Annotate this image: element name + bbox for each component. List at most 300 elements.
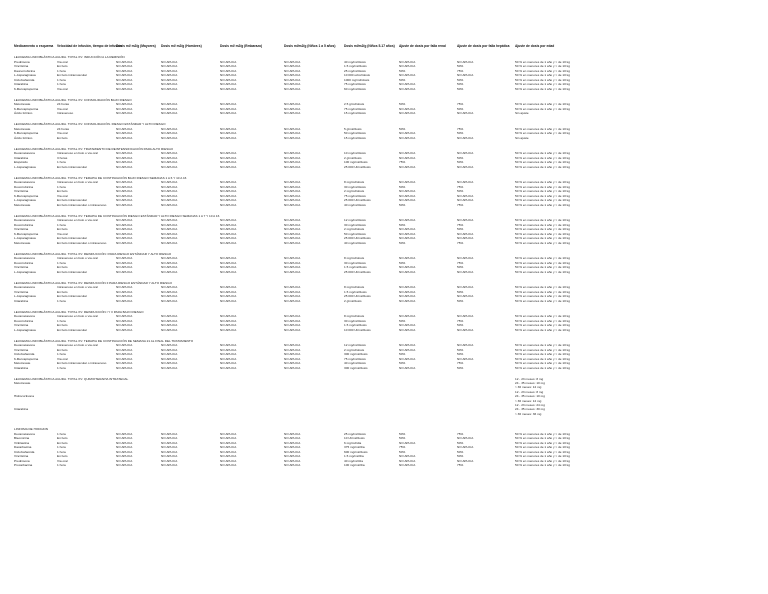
table-cell: NO APLICA [399,164,416,169]
table-cell: 50 mg/m2/dosis [344,231,366,236]
section-title: LEUCEMIA LINFOBLÁSTICA AGUDA. TOTAL XV: QUIMIOTERAPIA INTRATECAL [14,376,129,381]
section-title: LEUCEMIA LINFOBLÁSTICA AGUDA. TOTAL XV: CONSOLIDACIÓN. RIESGO ESTÁNDAR Y ALTO RIESGO [14,122,166,126]
table-cell: Sin ajuste [515,111,529,115]
table-cell: 25 mg/m2/dosis [344,431,366,436]
table-cell: NO APLICA [116,298,133,303]
table-cell: Bleomicina [14,436,30,441]
table-cell: 50% [399,222,406,227]
table-cell: NO APLICA [284,86,301,91]
table-cell: 50 % en menores de 1 año y > de 10 kg [515,327,570,332]
table-cell: NO APLICA [161,347,178,352]
table-cell: NO APLICA [220,227,237,231]
table-cell: En bolo [57,227,68,231]
table-cell: 2 g/m2/dosis [344,155,362,160]
table-cell: 50 % en menores de 1 año y > de 10 kg [515,155,570,160]
table-cell: NO APLICA [220,356,237,361]
table-cell: 1.5 mg/m2/dosis [344,64,367,68]
table-cell: NO APLICA [116,184,133,189]
table-cell: NO APLICA [220,458,237,463]
table-cell: NO APLICA [284,160,301,164]
table-cell: NO APLICA [116,343,133,347]
table-cell: 75% [457,202,464,207]
table-cell: NO APLICA [161,431,178,436]
table-cell: NO APLICA [116,318,133,323]
table-cell: NO APLICA [399,294,416,298]
table-cell: 50 % en menores de 1 año y > de 10 kg [515,102,570,106]
table-cell: 50 % en menores de 1 año y > de 10 kg [515,59,570,64]
table-cell: NO APLICA [284,164,301,169]
table-cell: 24 horas [57,102,70,106]
table-cell: NO APLICA [220,73,237,77]
table-cell: NO APLICA [116,102,133,106]
table-cell: En bolo [57,64,68,68]
table-cell: 50 % en menores de 1 año y > de 10 kg [515,184,570,189]
table-cell: NO APLICA [284,102,301,106]
table-cell: NO APLICA [116,463,133,468]
table-cell: NO APLICA [399,218,416,222]
table-cell: NO APLICA [284,111,301,115]
table-cell: 50 % en menores de 1 año y > de 10 kg [515,218,570,222]
table-cell: 50% [457,64,464,68]
table-cell: NO APLICA [284,68,301,73]
table-cell: NO APLICA [161,352,178,356]
table-cell: Hidrocortisona [14,394,34,399]
table-cell: NO APLICA [161,64,178,68]
table-cell: NO APLICA [457,445,474,450]
table-cell: Dacarbacina [14,445,32,450]
table-cell: Vinblastina [14,440,30,445]
table-cell: NO APLICA [116,440,133,445]
table-cell: NO APLICA [161,269,178,274]
table-cell: NO APLICA [116,356,133,361]
table-cell: 25 mg/m2/dosis [344,68,366,73]
table-cell: NO APLICA [284,131,301,135]
table-cell: NO APLICA [284,193,301,198]
table-cell: NO APLICA [220,240,237,245]
table-cell: 75% [399,445,406,450]
table-cell: 50% [457,155,464,160]
table-cell: NO APLICA [116,160,133,164]
table-cell: NO APLICA [399,463,416,468]
table-cell: Intravenoso en bolo o vía oral [57,218,98,222]
table-cell: NO APLICA [284,440,301,445]
table-cell: NO APLICA [284,135,301,140]
table-cell: NO APLICA [220,256,237,260]
table-cell: L-Asparaginasa [14,236,36,240]
table-cell: 50 % en menores de 1 año y > de 10 kg [515,347,570,352]
table-cell: NO APLICA [284,289,301,294]
table-cell: NO APLICA [116,126,133,131]
table-cell: 50% [399,352,406,356]
table-cell: 50 % en menores de 1 año y > de 10 kg [515,440,570,445]
dose-note-line: 24 - 35 meses: 30 mg [515,407,545,412]
table-cell: 300 mg/m2/dosis [344,365,368,370]
table-cell: Ciclofosfamida [14,352,35,356]
table-cell: NO APLICA [116,106,133,111]
table-cell: 12 mg/m2/dosis [344,343,366,347]
table-cell: 50 % en menores de 1 año y > de 10 kg [515,202,570,207]
table-cell: 50 % en menores de 1 año y > de 10 kg [515,180,570,184]
table-cell: NO APLICA [284,298,301,303]
table-cell: 2 mg/m2/dosis [344,227,365,231]
table-cell: 50% [399,260,406,265]
table-cell: 25 000 UI/m2/dosis [344,164,371,169]
table-cell: NO APLICA [161,131,178,135]
table-cell: NO APLICA [161,227,178,231]
table-cell: NO APLICA [161,198,178,202]
table-cell: 50% [457,227,464,231]
table-cell: 1 hora [57,77,66,82]
table-cell: NO APLICA [457,231,474,236]
table-cell: NO APLICA [399,155,416,160]
table-cell: NO APLICA [457,218,474,222]
table-cell: NO APLICA [284,256,301,260]
table-cell: NO APLICA [116,323,133,327]
table-cell: 75% [457,240,464,245]
table-cell: 50% [457,82,464,86]
table-cell: 50 % en menores de 1 año y > de 10 kg [515,231,570,236]
table-cell: NO APLICA [161,135,178,140]
table-cell: Metotrexate [14,202,31,207]
table-cell: NO APLICA [220,327,237,332]
section-title: LEUCEMIA LINFOBLÁSTICA AGUDA. TOTAL XV: TERAPIA DE CONTINUACIÓN DE SEMANA 21 AL FINAL DEL TRATAMIENTO [14,338,194,343]
table-cell: NO APLICA [457,327,474,332]
column-header: Ajuste de dosis por edad [515,44,555,48]
table-cell: 100 mg/m2/día [344,463,365,468]
table-cell: NO APLICA [161,189,178,193]
table-cell: Vía oral [57,59,68,64]
table-cell: NO APLICA [161,126,178,131]
table-cell: 1 hora [57,463,66,468]
table-cell: NO APLICA [116,314,133,318]
table-cell: NO APLICA [161,106,178,111]
table-cell: NO APLICA [284,347,301,352]
table-cell: NO APLICA [161,294,178,298]
table-cell: Metotrexate [14,126,31,131]
table-cell: NO APLICA [220,106,237,111]
table-cell: Vincristina [14,347,29,352]
table-cell: 2.5 g/m2/dosis [344,102,365,106]
table-cell: NO APLICA [220,189,237,193]
table-cell: NO APLICA [220,269,237,274]
table-cell: 50% [399,184,406,189]
table-cell: NO APLICA [161,202,178,207]
table-cell: L-Asparaginasa [14,294,36,298]
dose-note-line: 24 - 35 meses: 10 mg [515,381,545,385]
table-cell: NO APLICA [457,356,474,361]
table-cell: En bolo [57,454,68,459]
table-cell: NO APLICA [457,59,474,64]
table-cell: 1 hora [57,82,66,86]
table-cell: NO APLICA [116,193,133,198]
table-cell: NO APLICA [220,222,237,227]
table-cell: NO APLICA [399,327,416,332]
table-cell: NO APLICA [399,64,416,68]
table-cell: Intravenoso en bolo o vía oral [57,151,98,155]
table-cell: 50% [399,77,406,82]
table-cell: Dexametasona [14,256,35,260]
table-cell: 25 000 UI/m2/dosis [344,294,371,298]
table-cell: 6-Mercaptopurina [14,131,39,135]
table-cell: 50% [399,102,406,106]
table-cell: 40 mg/m2/día [344,458,363,463]
table-cell: NO APLICA [161,164,178,169]
table-cell: NO APLICA [161,59,178,64]
table-cell: 1 hora [57,260,66,265]
table-cell: NO APLICA [220,193,237,198]
dose-note-line: > 36 meses: 12 mg [515,385,542,390]
table-cell: NO APLICA [116,86,133,91]
table-cell: 50 % en menores de 1 año y > de 10 kg [515,449,570,454]
table-cell: NO APLICA [284,352,301,356]
table-cell: NO APLICA [220,347,237,352]
table-cell: 50 % en menores de 1 año y > de 10 kg [515,236,570,240]
table-cell: Citarabina [14,155,29,160]
table-cell: NO APLICA [116,269,133,274]
table-cell: NO APLICA [220,131,237,135]
table-cell: 1 hora [57,222,66,227]
table-cell: NO APLICA [284,180,301,184]
table-cell: 30 mg/m2/dosis [344,222,366,227]
table-row [14,328,754,333]
table-cell: NO APLICA [284,327,301,332]
dose-note-line: 12 - 23 meses: 8 mg [515,376,544,381]
table-cell: 50 % en menores de 1 año y > de 10 kg [515,82,570,86]
table-cell: 50 % en menores de 1 año y > de 10 kg [515,189,570,193]
table-cell: 50% [457,449,464,454]
table-cell: NO APLICA [116,260,133,265]
table-cell: Dexametasona [14,314,35,318]
table-cell: 50% [457,352,464,356]
table-cell: NO APLICA [457,285,474,289]
table-cell: NO APLICA [116,445,133,450]
table-cell: NO APLICA [161,365,178,370]
table-cell: Etopósido [14,160,28,164]
table-cell: NO APLICA [457,343,474,347]
table-cell: NO APLICA [399,135,416,140]
table-cell: Intravenoso en bolo o vía oral [57,256,98,260]
dose-note-line: 12 - 23 meses: 8 mg [515,389,544,394]
table-cell: Vía oral [57,356,68,361]
table-cell: NO APLICA [399,86,416,91]
column-header: Dosis ml/m2/g (Niños 5-17 años) [344,44,395,48]
table-cell: NO APLICA [161,222,178,227]
table-cell: 15 mg/m2/dosis [344,135,366,140]
table-cell: En bolo intramuscular [57,164,87,169]
section-title: LEUCEMIA LINFOBLÁSTICA AGUDA. TOTAL XV: REINDUCCIÓN I PARA RIESGO ESTÁNDAR Y ALTO RIESGO [14,251,172,256]
table-cell: 50 % en menores de 1 año y > de 10 kg [515,131,570,135]
table-row [14,366,754,371]
table-row [14,87,754,92]
table-cell: NO APLICA [161,327,178,332]
table-cell: NO APLICA [457,151,474,155]
table-cell: NO APLICA [220,314,237,318]
table-cell: NO APLICA [284,240,301,245]
table-cell: 50% [399,449,406,454]
table-cell: NO APLICA [161,318,178,323]
table-cell: 6-Mercaptopurina [14,356,39,361]
table-cell: NO APLICA [220,155,237,160]
table-cell: NO APLICA [284,449,301,454]
table-cell: NO APLICA [116,327,133,332]
table-cell: En bolo intramuscular [57,73,87,77]
table-cell: NO APLICA [116,155,133,160]
table-cell: NO APLICA [220,198,237,202]
table-cell: NO APLICA [116,347,133,352]
table-cell: 1.5 mg/m2/dosis [344,323,367,327]
table-cell: En bolo [57,265,68,269]
table-cell: 50% [399,240,406,245]
table-cell: NO APLICA [284,82,301,86]
table-cell: NO APLICA [116,64,133,68]
table-cell: NO APLICA [284,431,301,436]
table-cell: 8 mg/m2/dosis [344,256,365,260]
table-cell: NO APLICA [284,436,301,441]
section-title: LEUCEMIA LINFOBLÁSTICA AGUDA. TOTAL XV: CONSOLIDACIÓN BAJO RIESGO [14,97,132,102]
table-cell: En bolo [57,189,68,193]
table-cell: NO APLICA [220,180,237,184]
table-cell: NO APLICA [116,285,133,289]
table-cell: 12 mg/m2/dosis [344,218,366,222]
table-cell: 30 mg/m2/dosis [344,260,366,265]
table-cell: 1 hora [57,184,66,189]
table-cell: NO APLICA [284,294,301,298]
column-header: Dosis ml/m2/g (Niños 1 a 5 años) [284,44,336,48]
table-cell: 50% [457,189,464,193]
table-cell: Dexametasona [14,180,35,184]
table-cell: NO APLICA [161,77,178,82]
table-cell: NO APLICA [399,189,416,193]
table-cell: NO APLICA [457,269,474,274]
table-cell: NO APLICA [284,314,301,318]
table-cell: NO APLICA [161,343,178,347]
table-cell: NO APLICA [399,454,416,459]
table-cell: Vincristina [14,323,29,327]
table-cell: Metotrexate [14,102,31,106]
table-cell: NO APLICA [399,440,416,445]
table-cell: NO APLICA [220,64,237,68]
table-cell: NO APLICA [116,458,133,463]
table-cell: NO APLICA [116,294,133,298]
table-cell: NO APLICA [284,218,301,222]
table-cell: 8 mg/m2/dosis [344,314,365,318]
table-cell: Doxorrubicina [14,184,34,189]
table-cell: En bolo intramuscular [57,269,87,274]
table-cell: 75 mg/m2/dosis [344,193,366,198]
dose-note-line: 24 - 35 meses: 10 mg [515,394,545,399]
table-cell: NO APLICA [284,323,301,327]
table-cell: NO APLICA [116,135,133,140]
table-cell: Vía oral [57,458,68,463]
table-cell: 1 hora [57,160,66,164]
table-cell: 50 % en menores de 1 año y > de 10 kg [515,151,570,155]
table-cell: 50% [457,298,464,303]
table-cell: 40 mg/m2/dosis [344,361,366,365]
table-cell: Intravenoso en bolo o vía oral [57,180,98,184]
table-cell: 50 % en menores de 1 año y > de 10 kg [515,222,570,227]
table-cell: Daunorrubicina [14,68,35,73]
table-cell: NO APLICA [116,227,133,231]
table-cell: 50 % en menores de 1 año y > de 10 kg [515,126,570,131]
table-cell: Vía oral [57,131,68,135]
dose-note-line: > 36 meses: 36 mg [515,411,542,416]
table-cell: Dexametasona [14,431,35,436]
table-cell: 1 hora [57,431,66,436]
table-cell: NO APLICA [220,463,237,468]
table-cell: 50 % en menores de 1 año y > de 10 kg [515,160,570,164]
table-cell: 50 % en menores de 1 año y > de 10 kg [515,260,570,265]
table-cell: Metotrexate [14,240,31,245]
table-cell: NO APLICA [161,256,178,260]
table-cell: NO APLICA [220,318,237,323]
table-cell: NO APLICA [116,449,133,454]
table-cell: NO APLICA [116,256,133,260]
table-cell: NO APLICA [284,126,301,131]
table-cell: 10 UI/m2/dosis [344,436,365,441]
table-cell: 2 mg/m2/dosis [344,189,365,193]
table-cell: 75 mg/m2/dosis [344,82,366,86]
table-cell: 8 mg/m2/dosis [344,285,365,289]
table-cell: En bolo [57,347,68,352]
table-cell: 300 mg/m2/dosis [344,352,368,356]
table-cell: NO APLICA [220,365,237,370]
table-cell: NO APLICA [399,231,416,236]
table-cell: NO APLICA [161,180,178,184]
column-header: Ajuste de dosis por falla renal [399,44,446,48]
table-cell: 1 hora [57,298,66,303]
table-cell: NO APLICA [161,356,178,361]
table-cell: 50 % en menores de 1 año y > de 10 kg [515,431,570,436]
column-header: Dosis ml/ m2/g (Mayores) [116,44,156,48]
table-row [14,165,754,170]
table-cell: NO APLICA [220,294,237,298]
table-cell: 6-Mercaptopurina [14,231,39,236]
table-cell: En bolo intramuscular [57,198,87,202]
table-cell: 75% [457,463,464,468]
table-cell: NO APLICA [399,198,416,202]
table-cell: NO APLICA [220,202,237,207]
table-cell: 6-Mercaptopurina [14,106,39,111]
table-cell: NO APLICA [220,260,237,265]
section-title: LEUCEMIA LINFOBLÁSTICA AGUDA. TOTAL XV: REINDUCCIÓN I Y II PARA BAJO RIESGO [14,309,144,314]
table-cell: NO APLICA [116,431,133,436]
table-cell: 50 % en menores de 1 año y > de 10 kg [515,318,570,323]
table-cell: En bolo intramuscular [57,236,87,240]
table-cell: NO APLICA [399,458,416,463]
table-cell: Sin ajuste [515,135,529,140]
table-row [14,299,754,304]
table-cell: 50 % en menores de 1 año y > de 10 kg [515,193,570,198]
table-cell: Metotrexate [14,381,31,385]
table-cell: 375 mg/m2/día [344,445,365,450]
table-cell: NO APLICA [161,445,178,450]
table-cell: Vía oral [57,86,68,91]
table-cell: NO APLICA [161,440,178,445]
table-cell: NO APLICA [399,111,416,115]
table-cell: Doxorrubicina [14,260,34,265]
table-cell: NO APLICA [220,298,237,303]
table-cell: NO APLICA [161,68,178,73]
table-cell: NO APLICA [116,111,133,115]
table-cell: Doxorrubicina [14,318,34,323]
table-cell: 600 mg/m2/dosis [344,449,368,454]
table-cell: NO APLICA [284,202,301,207]
table-cell: En bolo [57,323,68,327]
dose-note-line: 12 - 23 meses: 24 mg [515,403,545,407]
table-cell: NO APLICA [161,463,178,468]
table-cell: 50% [399,126,406,131]
column-header: Velocidad de infusión, tiempo de infusión [57,44,123,48]
